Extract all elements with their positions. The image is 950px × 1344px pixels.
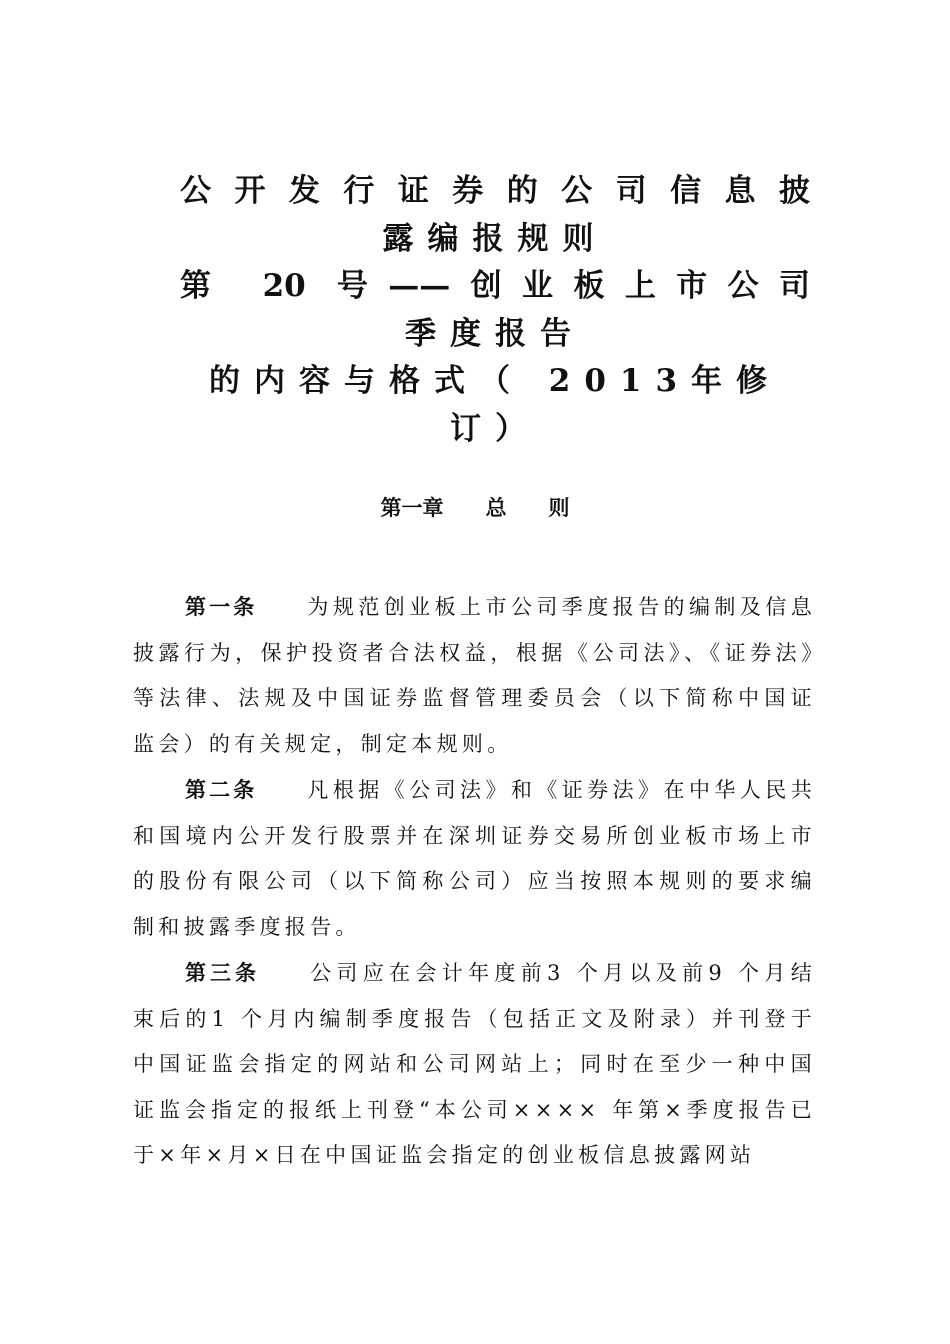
article-label: 第三条: [185, 960, 261, 985]
article-label: 第一条: [185, 594, 258, 619]
chapter-heading: 第一章 总 则: [380, 495, 570, 520]
title-line-3: 第 20 号——创业板上市公司: [180, 268, 810, 304]
document-title: [180, 168, 810, 453]
article-text: 公司应在会计年度前3 个月以及前9 个月结束后的1 个月内编制季度报告（包括正文及附录）并刊登于中国证监会指定的网站和公司网站上；同时在至少一种中国证监会指定的报纸上刊登“本公司×××× 年第×季度报告已于×年×月×日在中国证监会指定的创业板信息披露网站: [133, 961, 816, 1167]
title-line-6: 订）: [450, 410, 540, 447]
article-3: [133, 950, 816, 1179]
article-label: 第二条: [185, 777, 258, 802]
document-body: [133, 584, 816, 1179]
title-line-5: 的内容与格式（ 2013年修: [208, 363, 782, 399]
article-1: [133, 584, 816, 767]
article-text: 为规范创业板上市公司季度报告的编制及信息披露行为，保护投资者合法权益，根据《公司法》、《证券法》等法律、法规及中国证券监督管理委员会（以下简称中国证监会）的有关规定，制定本规则。: [133, 595, 817, 756]
title-line-1: 公开发行证券的公司信息披: [180, 173, 810, 209]
title-line-2: 露编报规则: [382, 220, 608, 257]
title-line-4: 季度报告: [405, 315, 585, 352]
article-2: [133, 767, 816, 950]
article-text: 凡根据《公司法》和《证券法》在中华人民共和国境内公开发行股票并在深圳证券交易所创业板市场上市的股份有限公司（以下简称公司）应当按照本规则的要求编制和披露季度报告。: [133, 778, 817, 939]
